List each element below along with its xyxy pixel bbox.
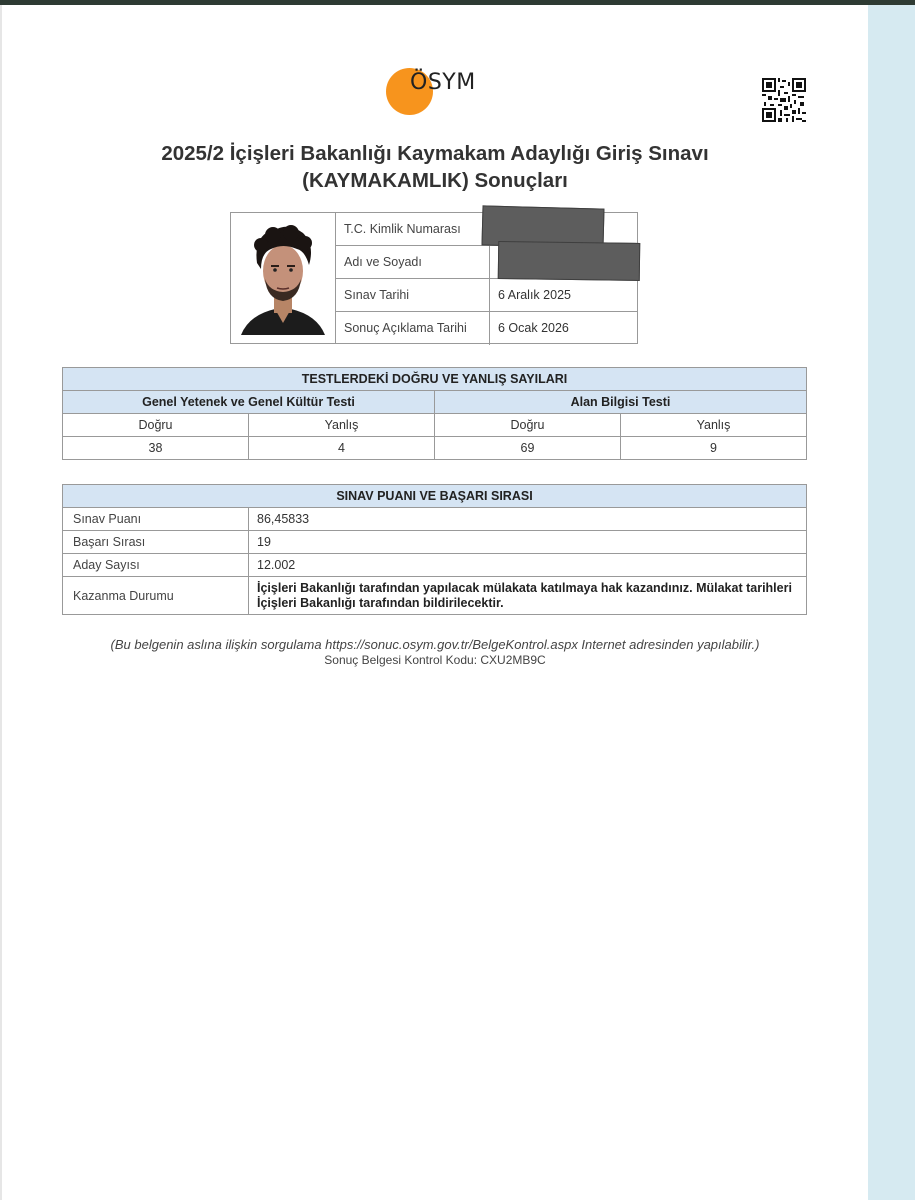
- test-results-heading: TESTLERDEKİ DOĞRU VE YANLIŞ SAYILARI: [63, 368, 807, 391]
- candidate-photo: [231, 213, 336, 343]
- verification-note: (Bu belgenin aslına ilişkin sorgulama https://sonuc.osym.gov.tr/BelgeKontrol.aspx Internet adresinden yapılabilir.): [110, 637, 760, 652]
- status-label: Kazanma Durumu: [63, 577, 249, 615]
- info-row-result-date: [336, 312, 637, 345]
- test2-correct-value: 69: [435, 437, 621, 460]
- info-row-name: [336, 246, 637, 279]
- col-correct-label: Doğru: [63, 414, 249, 437]
- title-line-2: (KAYMAKAMLIK) Sonuçları: [302, 169, 568, 192]
- test1-wrong-value: 4: [249, 437, 435, 460]
- info-label: Adı ve Soyadı: [336, 246, 490, 278]
- viewer-side-panel: [868, 5, 915, 1200]
- person-avatar-icon: [231, 213, 335, 343]
- info-value: 6 Aralık 2025: [498, 288, 571, 302]
- info-row-exam-date: [336, 279, 637, 312]
- rank-label: Başarı Sırası: [63, 531, 249, 554]
- test1-heading: Genel Yetenek ve Genel Kültür Testi: [63, 391, 435, 414]
- status-value: İçişleri Bakanlığı tarafından yapılacak mülakata katılmaya hak kazandınız. Mülakat tarihleri İçişleri Bakanlığı tarafından bildirilecektir.: [249, 577, 807, 615]
- qr-code-icon: [762, 78, 806, 122]
- score-label: Sınav Puanı: [63, 508, 249, 531]
- info-value-name: [490, 246, 637, 278]
- info-value: 6 Ocak 2026: [498, 321, 569, 335]
- info-row-tc: [336, 213, 637, 246]
- test2-wrong-value: 9: [621, 437, 807, 460]
- test1-correct-value: 38: [63, 437, 249, 460]
- candidate-count-label: Aday Sayısı: [63, 554, 249, 577]
- score-value: 86,45833: [249, 508, 807, 531]
- rank-value: 19: [249, 531, 807, 554]
- score-heading: SINAV PUANI VE BAŞARI SIRASI: [63, 485, 807, 508]
- redaction-block: [498, 241, 641, 281]
- document-title: [60, 140, 810, 194]
- candidate-info-rows: [336, 213, 637, 345]
- info-value-tc: [490, 213, 637, 245]
- col-wrong-label: Yanlış: [249, 414, 435, 437]
- logo-text: ÖSYM: [410, 70, 476, 95]
- col-wrong-label: Yanlış: [621, 414, 807, 437]
- title-line-1: 2025/2 İçişleri Bakanlığı Kaymakam Adaylığı Giriş Sınavı: [161, 142, 709, 165]
- info-label: Sonuç Açıklama Tarihi: [336, 312, 490, 345]
- candidate-count-value: 12.002: [249, 554, 807, 577]
- col-correct-label: Doğru: [435, 414, 621, 437]
- info-label: Sınav Tarihi: [336, 279, 490, 311]
- candidate-info-box: [230, 212, 638, 344]
- control-code: Sonuç Belgesi Kontrol Kodu: CXU2MB9C: [324, 653, 546, 667]
- test-results-table: [62, 367, 807, 460]
- osym-logo: [386, 68, 486, 118]
- score-table: [62, 484, 807, 615]
- test2-heading: Alan Bilgisi Testi: [435, 391, 807, 414]
- info-label: T.C. Kimlik Numarası: [336, 213, 490, 245]
